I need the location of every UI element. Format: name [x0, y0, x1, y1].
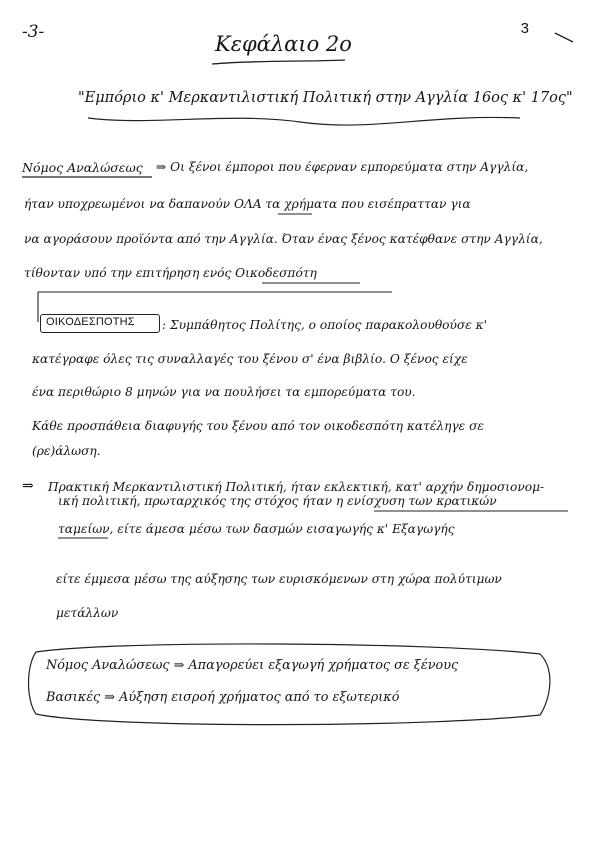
text-line: (ρε)άλωση. [32, 444, 101, 458]
text-line: ταμείων, είτε άμεσα μέσω των δασμών εισαγωγής κ' Εξαγωγής [58, 522, 455, 536]
text-line: ένα περιθώριο 8 μηνών για να πουλήσει τα εμπορεύματα του. [32, 385, 416, 399]
term-nomos-analoseos: Νόμος Αναλώσεως [22, 160, 143, 175]
left-page-mark: -3- [22, 22, 45, 42]
subtitle: "Εμπόριο κ' Μερκαντιλιστική Πολιτική στην Αγγλία 16ος κ' 17ος" [78, 90, 573, 106]
text-line: ική πολιτική, πρωταρχικός της στόχος ήταν η ενίσχυση των κρατικών [58, 494, 497, 508]
term-oikodespotis: ΟΙΚΟΔΕΣΠΟΤΗΣ [46, 316, 135, 328]
text-line: ⇒ Οι ξένοι έμποροι που έφερναν εμπορεύματα στην Αγγλία, [156, 160, 529, 174]
text-line: Νόμος Αναλώσεως ⇒ Απαγορεύει εξαγωγή χρήματος σε ξένους [46, 658, 459, 673]
text-line: κατέγραφε όλες τις συναλλαγές του ξένου σ' ένα βιβλίο. Ο ξένος είχε [32, 352, 468, 366]
text-line: Κάθε προσπάθεια διαφυγής του ξένου από τον οικοδεσπότη κατέληγε σε [32, 419, 484, 433]
page-number: 3 [520, 20, 529, 37]
text-line: να αγοράσουν προϊόντα από την Αγγλία. Όταν ένας ξένος κατέφθανε στην Αγγλία, [24, 232, 543, 246]
text-line: είτε έμμεσα μέσω της αύξησης των ευρισκόμενων στη χώρα πολύτιμων [56, 572, 502, 586]
arrow-icon: ⇒ [22, 478, 34, 494]
text-line: τίθονταν υπό την επιτήρηση ενός Οικοδεσπότη [24, 266, 317, 280]
text-line: μετάλλων [56, 606, 119, 620]
text-line: ήταν υποχρεωμένοι να δαπανούν ΟΛΑ τα χρήματα που εισέπρατταν για [24, 197, 471, 211]
text-line: Βασικές ⇒ Αύξηση εισροή χρήματος από το εξωτερικό [46, 690, 400, 705]
text-line: : Συμπάθητος Πολίτης, ο οποίος παρακολουθούσε κ' [162, 318, 487, 332]
chapter-title: Κεφάλαιο 2ο [215, 32, 352, 56]
text-line: Πρακτική Μερκαντιλιστική Πολιτική, ήταν εκλεκτική, κατ' αρχήν δημοσιονομ- [48, 480, 545, 494]
